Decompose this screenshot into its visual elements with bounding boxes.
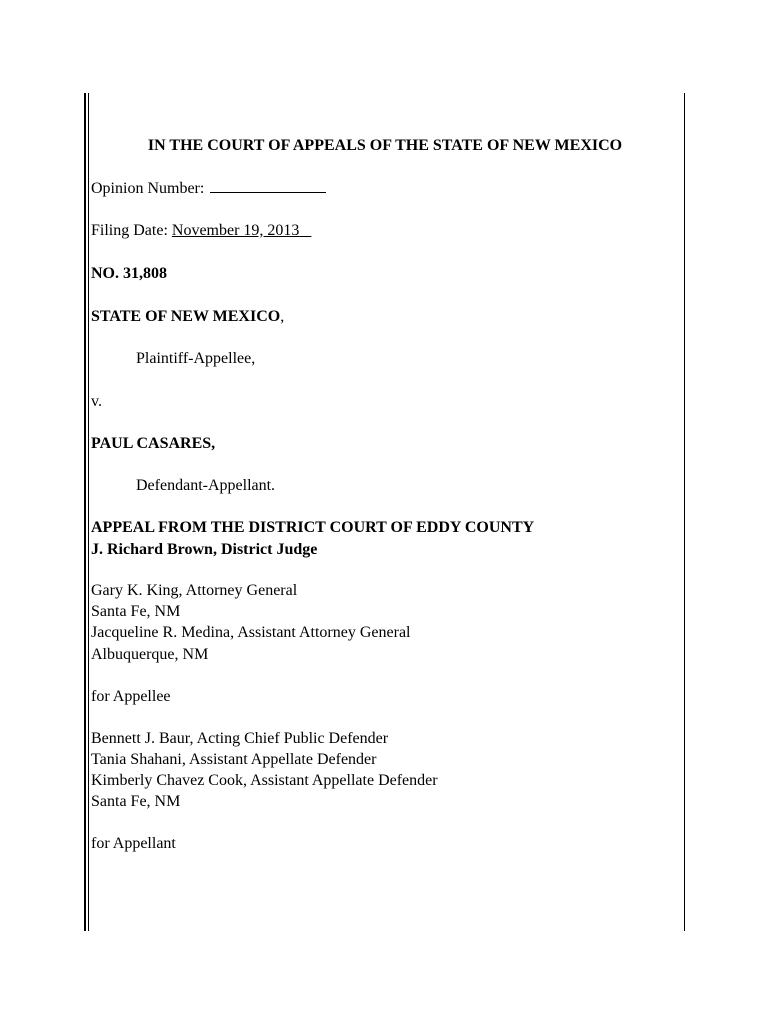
appeal-from: APPEAL FROM THE DISTRICT COURT OF EDDY COUNTY	[91, 519, 535, 536]
defendant-name: PAUL CASARES,	[91, 435, 216, 452]
plaintiff	[91, 307, 284, 327]
district-judge: J. Richard Brown, District Judge	[91, 541, 318, 558]
appellee-counsel-line: Albuquerque, NM	[91, 646, 209, 663]
opinion-number-blank	[210, 179, 326, 193]
right-margin-rule	[684, 93, 685, 931]
plaintiff-name: STATE OF NEW MEXICO	[91, 308, 281, 325]
appellee-counsel-line: Santa Fe, NM	[91, 603, 181, 620]
filing-date	[91, 221, 311, 241]
filing-date-label: Filing Date:	[91, 222, 168, 239]
left-margin-rule	[84, 93, 86, 931]
filing-date-value: November 19, 2013	[171, 222, 300, 239]
opinion-number	[91, 179, 326, 199]
opinion-number-label: Opinion Number:	[91, 180, 205, 197]
court-title: IN THE COURT OF APPEALS OF THE STATE OF NEW MEXICO	[147, 137, 623, 154]
appellant-counsel-line: Santa Fe, NM	[91, 793, 181, 810]
plaintiff-comma: ,	[280, 308, 285, 325]
appellant-counsel-line: Bennett J. Baur, Acting Chief Public Defender	[91, 730, 389, 747]
for-appellee: for Appellee	[91, 688, 171, 705]
appellant-counsel-line: Kimberly Chavez Cook, Assistant Appellate Defender	[91, 772, 438, 789]
versus: v.	[91, 393, 102, 410]
appellee-counsel-line: Gary K. King, Attorney General	[91, 582, 298, 599]
plaintiff-role: Plaintiff-Appellee,	[136, 350, 256, 367]
defendant-role: Defendant-Appellant.	[136, 477, 276, 494]
appellant-counsel-line: Tania Shahani, Assistant Appellate Defender	[91, 751, 377, 768]
docket-number: NO. 31,808	[91, 265, 167, 282]
appellee-counsel-line: Jacqueline R. Medina, Assistant Attorney General	[91, 624, 411, 641]
left-margin-rule-inner	[88, 93, 89, 931]
for-appellant: for Appellant	[91, 835, 176, 852]
